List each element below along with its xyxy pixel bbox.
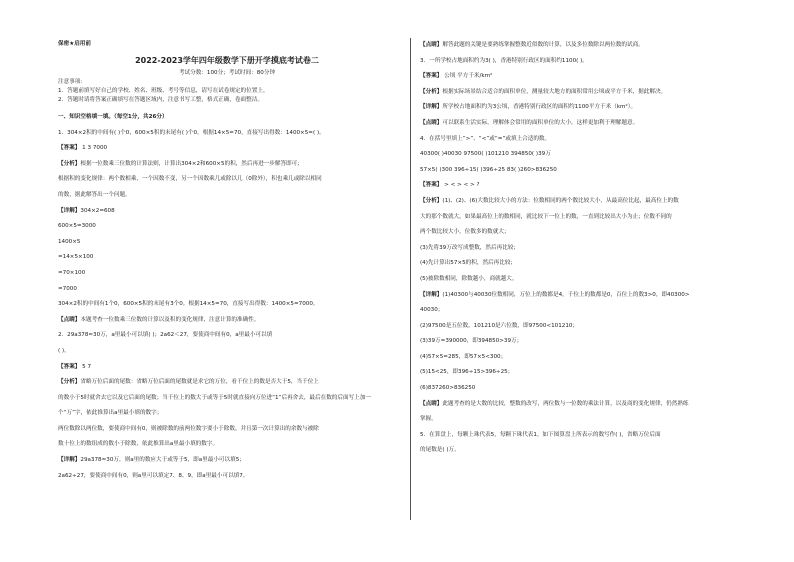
- detail-4-c: (2)97500是五位数，101210是六位数，即97500<101210；: [420, 322, 579, 329]
- analysis-4-c: 两个数比较大小，位数多的数就大；: [420, 229, 510, 236]
- calc-line-3: =14×5×100: [58, 254, 94, 261]
- notice-heading: 注意事项：: [58, 79, 86, 85]
- question-1: 1．304×2积的中间有( )个0，600×5积的末尾有( )个0。根据14×5=70，直接写出得数：1400×5=( )。: [58, 129, 325, 136]
- analysis-text: 根据一位数乘三位数的计算法则，计算出304×2和600×5的积，然后再进一步解答即可；: [80, 160, 303, 167]
- answer-label: 【答案】: [420, 73, 443, 80]
- detail-text: 304×2=608: [80, 207, 115, 214]
- right-column: [420, 38, 760, 520]
- detail-4: [420, 288, 760, 304]
- calc-line-6: 304×2积的中间有1个0，600×5积的末尾有3个0。根据14×5=70，直接写出得数：1400×5=7000。: [58, 301, 319, 308]
- note-4: [420, 397, 760, 413]
- answer-text: 公顷 平方千米/km²: [444, 73, 493, 80]
- detail-text: 29a378≈30万，则a里的数应大于或等于5，即a里最小可以填5；: [80, 457, 245, 464]
- detail-4-d: (3)39万=390000，即394850>39万；: [420, 338, 523, 345]
- analysis-4-d: (3)先将39万改写成整数，然后再比较；: [420, 244, 519, 251]
- detail-label: 【详解】: [58, 207, 81, 214]
- answer-label: 【答案】: [420, 182, 443, 189]
- note-0: [420, 38, 760, 54]
- note-text: 可以联系生活实际，理解体会常用的面积单位的大小，这样更加利于理解题意。: [442, 119, 639, 126]
- analysis-label: 【分析】: [58, 379, 81, 386]
- analysis-4-e: (4)先计算出57×5的积，然后再比较；: [420, 260, 517, 267]
- column-divider: [410, 38, 411, 520]
- question-5a: 5．在算盘上，每颗上珠代表5，每颗下珠代表1，如下图算盘上所表示的数写作( )，省略万位后面: [420, 431, 661, 438]
- note-text: 本题考查一位数乘三位数的计算以及积的变化规律，注意计算的准确性。: [80, 316, 260, 323]
- detail-text: 所学校占地面积约为3公顷，香港特别行政区的面积约1100平方千米（km²）。: [442, 104, 637, 111]
- exam-meta: 考试分数：100分；考试时间：80分钟: [178, 70, 276, 76]
- confidential-mark: 保密★启用前: [58, 41, 91, 47]
- notice-2: 2．答题时请将答案正确填写在答题区域内，注意书写工整，格式正确，卷面整洁。: [58, 97, 263, 103]
- calc-line-1: 600×5=3000: [58, 223, 96, 230]
- analysis-label: 【分析】: [58, 160, 81, 167]
- analysis-4: [420, 194, 760, 210]
- notice-1: 1．答题前填写好自己的学校、姓名、班级、考号等信息，请写在试卷规定的位置上。: [58, 88, 269, 94]
- analysis-1-c: 的数，据此解答出一个问题。: [58, 191, 131, 198]
- answer-label: 【答案】: [58, 145, 81, 152]
- analysis-4-f: (5)被除数相同，除数越小，商就越大。: [420, 275, 518, 282]
- answer-1: [58, 141, 396, 157]
- answer-2: [58, 360, 396, 376]
- analysis-2-d: 两位数除以两位数，要使商中间有0，则被除数的前两位数字要小于除数，并且第一次计算出的余数与被除: [58, 425, 319, 432]
- detail-4-f: (5)15<25，即396÷15>396÷25；: [420, 369, 514, 376]
- note-label: 【点睛】: [420, 42, 443, 48]
- left-column: [58, 38, 396, 520]
- exam-title: 2022-2023学年四年级数学下册开学摸底考试卷二: [135, 56, 319, 65]
- question-4-row-1: 40300( )40030 97500( )101210 394850( )39万: [420, 151, 551, 158]
- question-2a: 2．29a378≈30万，a里最小可以填( )；2a62＜27，要使商中间有0，a里最小可以填: [58, 332, 273, 339]
- answer-text: 5 7: [82, 363, 92, 370]
- analysis-text: (1)、(2)、(6)大数比较大小的方法：位数相同的两个数比较大小，从最高位比起，最高位上的数: [442, 197, 679, 204]
- calc-line-2: 1400×5: [58, 238, 81, 245]
- analysis-2-c: 个“万”字，依此推算出a里最小填的数字；: [58, 410, 163, 417]
- analysis-4-b: 大的那个数就大，如果最高位上的数相同，就比较下一位上的数，一直到比较出大小为止；位数不同的: [420, 213, 672, 220]
- calc-line-5: =7000: [58, 285, 77, 292]
- calc-line-4: =70×100: [58, 269, 86, 276]
- detail-text: (1)40300与40030位数相同，万位上的数都是4，千位上的数都是0，百位上的数3>0，即40300>: [442, 291, 690, 298]
- question-4-row-2: 57×5( )300 396÷15( )396÷25 83( )260>836250: [420, 166, 557, 173]
- detail-4-b: 40030；: [420, 307, 444, 314]
- analysis-label: 【分析】: [420, 88, 443, 95]
- analysis-3: [420, 85, 760, 101]
- note-label: 【点睛】: [420, 400, 443, 407]
- answer-text: 1 3 7000: [82, 145, 108, 152]
- detail-3: [420, 100, 760, 116]
- analysis-text: 省略万位后面的尾数：省略万位后面的尾数就是求它的万位，看千位上的数是否大于5，当千位上: [80, 379, 319, 386]
- note-4-b: 掌握。: [420, 416, 437, 423]
- note-1: [58, 313, 396, 329]
- analysis-2: [58, 375, 396, 391]
- note-label: 【点睛】: [420, 119, 443, 126]
- note-label: 【点睛】: [58, 316, 81, 323]
- detail-2: [58, 453, 396, 469]
- analysis-1: [58, 157, 396, 173]
- answer-4: [420, 178, 760, 194]
- detail-1: [58, 204, 396, 220]
- question-3: 3．一所学校占地面积约为3( )，香港特别行政区的面积约1100( )。: [420, 57, 588, 64]
- analysis-2-b: 的数小于5时就舍去它以及它后面的尾数；当千位上的数大于或等于5时就直接向万位进“1”后再舍去，最后在数的后面写上加一: [58, 394, 371, 401]
- note-text: 解答此题的关键是要熟练掌握整数近似数的计算，以及多位数除以两位数的试商。: [442, 42, 644, 48]
- analysis-1-b: 根据积的变化规律：两个数相乘，一个因数不变，另一个因数乘几或除以几（0除外），积也乘几或除以相同: [58, 176, 322, 183]
- analysis-2-e: 数十位上的数组成的数小于除数，依此推算出a里最小填的数字。: [58, 441, 219, 448]
- note-3: [420, 116, 760, 132]
- detail-4-e: (4)57×5=285，即57×5<300；: [420, 353, 507, 360]
- detail-label: 【详解】: [58, 457, 81, 464]
- analysis-label: 【分析】: [420, 197, 443, 204]
- analysis-text: 根据实际场景结合适合的面积单位，测量较大地方的面积常用公顷或平方千米，据此解决。: [442, 88, 667, 95]
- answer-3: [420, 69, 760, 85]
- detail-2-b: 2a62÷27，要使商中间有0，则a里可以填定7、8、9，即a里最小可以填7。: [58, 472, 249, 479]
- answer-label: 【答案】: [58, 363, 81, 370]
- detail-label: 【详解】: [420, 104, 443, 111]
- detail-4-g: (6)837260>836250: [420, 385, 476, 392]
- note-text: 此题考查的是大数的比较，整数的改写，两位数与一位数的乘法计算，以及商的变化规律，仍然熟练: [442, 400, 689, 407]
- detail-label: 【详解】: [420, 291, 443, 298]
- question-5b: 的尾数是( )万。: [420, 447, 460, 454]
- section-heading: 一、知识空格填一填。（每空1分，共26分）: [58, 114, 168, 120]
- question-4: 4．在括号里填上“>”、“<”或“=”或填上合适的数。: [420, 135, 551, 142]
- answer-text: > < > < > ?: [444, 182, 480, 189]
- question-2b: ( )。: [58, 347, 70, 354]
